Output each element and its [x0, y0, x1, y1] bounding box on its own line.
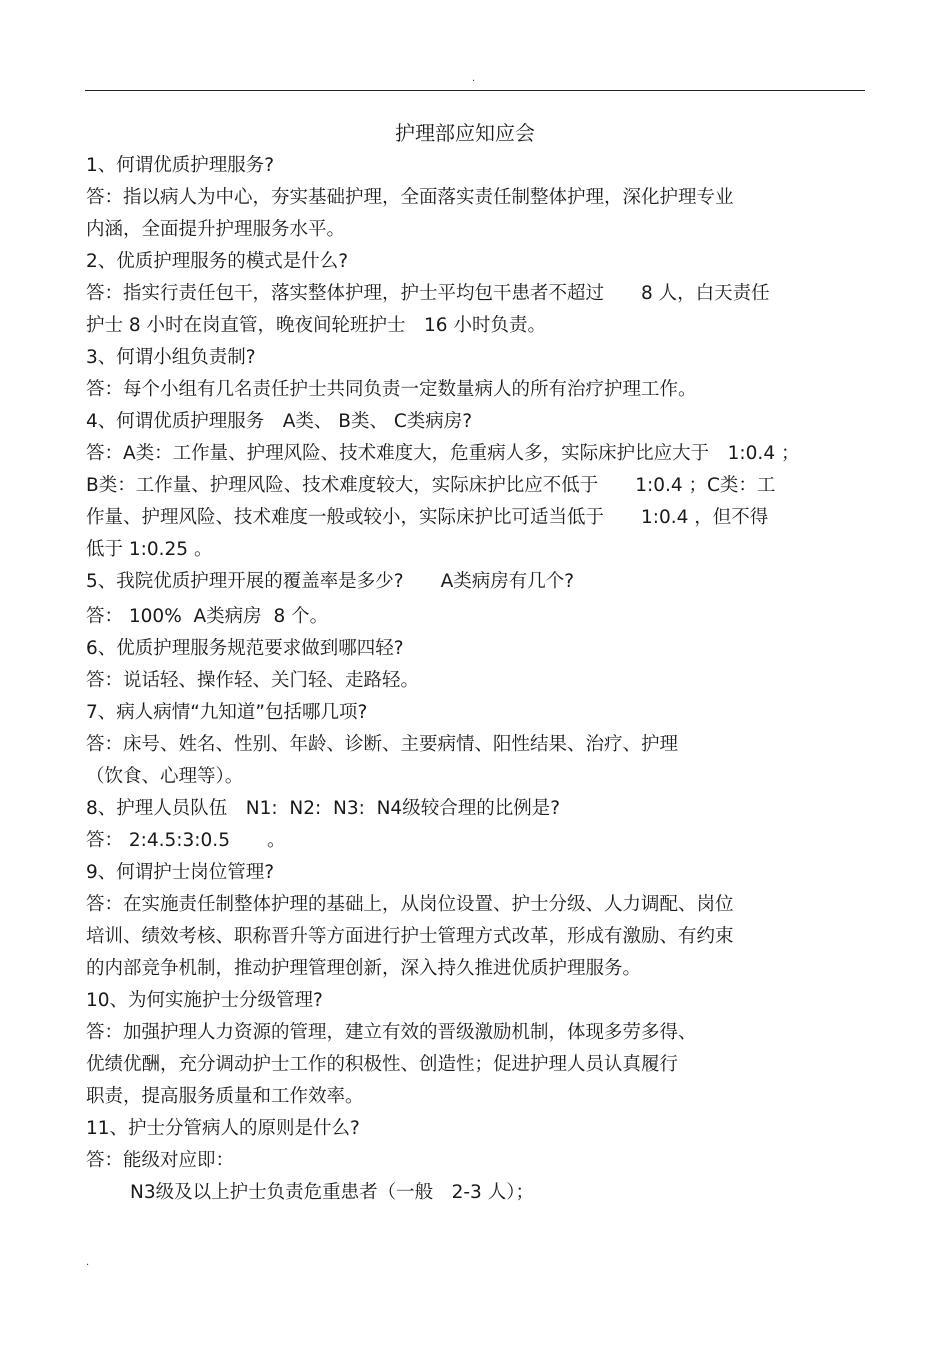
answer-9-line-3: 的内部竞争机制，推动护理管理创新，深入持久推进优质护理服务。	[86, 958, 642, 979]
answer-3: 答：每个小组有几名责任护士共同负责一定数量病人的所有治疗护理工作。	[86, 379, 697, 400]
answer-4-line-3: 作量、护理风险、技术难度一般或较小，实际床护比可适当低于 1:0.4 ，但不得	[86, 507, 769, 528]
answer-4-line-4: 低于 1:0.25 。	[86, 539, 213, 560]
question-5: 5、我院优质护理开展的覆盖率是多少? A类病房有几个?	[86, 571, 575, 592]
answer-10-line-3: 职责，提高服务质量和工作效率。	[86, 1086, 364, 1107]
answer-11-line-1: 答：能级对应即：	[86, 1150, 235, 1171]
answer-2-line-1: 答：指实行责任包干，落实整体护理，护士平均包干患者不超过 8 人，白天责任	[86, 283, 770, 304]
answer-10-line-2: 优绩优酬，充分调动护士工作的积极性、创造性；促进护理人员认真履行	[86, 1054, 679, 1075]
answer-1-line-2: 内涵，全面提升护理服务水平。	[86, 219, 346, 240]
question-2: 2、优质护理服务的模式是什么?	[86, 251, 349, 272]
question-9: 9、何谓护士岗位管理?	[86, 862, 275, 883]
answer-2-line-2: 护士 8 小时在岗直管，晚夜间轮班护士 16 小时负责。	[86, 315, 546, 336]
footer-dot: .	[86, 1257, 90, 1268]
answer-10-line-1: 答：加强护理人力资源的管理，建立有效的晋级激励机制，体现多劳多得、	[86, 1022, 697, 1043]
header-rule	[85, 90, 865, 91]
question-11: 11、护士分管病人的原则是什么?	[86, 1118, 360, 1139]
question-7: 7、病人病情“九知道”包括哪几项?	[86, 702, 368, 723]
answer-9-line-1: 答：在实施责任制整体护理的基础上，从岗位设置、护士分级、人力调配、岗位	[86, 894, 734, 915]
answer-4-line-1: 答：A类：工作量、护理风险、技术难度大，危重病人多，实际床护比应大于 1:0.4 ；	[86, 443, 800, 464]
question-4: 4、何谓优质护理服务 A类、 B类、 C类病房?	[86, 411, 473, 432]
answer-6: 答：说话轻、操作轻、关门轻、走路轻。	[86, 670, 420, 691]
question-3: 3、何谓小组负责制?	[86, 347, 256, 368]
answer-9-line-2: 培训、绩效考核、职称晋升等方面进行护士管理方式改革，形成有激励、有约束	[86, 926, 734, 947]
header-dot: .	[472, 73, 476, 84]
answer-11-line-2: N3级及以上护士负责危重患者（一般 2-3 人）；	[130, 1182, 534, 1203]
document-body	[86, 150, 876, 1209]
answer-4-line-2: B类：工作量、护理风险、技术难度较大，实际床护比应不低于 1:0.4 ；C类：工	[86, 475, 776, 496]
answer-5: 答： 100% A类病房 8 个。	[86, 606, 329, 627]
answer-7-line-1: 答：床号、姓名、性别、年龄、诊断、主要病情、阳性结果、治疗、护理	[86, 734, 679, 755]
question-1: 1、何谓优质护理服务?	[86, 155, 275, 176]
question-6: 6、优质护理服务规范要求做到哪四轻?	[86, 638, 404, 659]
answer-1-line-1: 答：指以病人为中心，夯实基础护理，全面落实责任制整体护理，深化护理专业	[86, 187, 734, 208]
page-title: 护理部应知应会	[395, 121, 535, 145]
question-8: 8、护理人员队伍 N1: N2: N3: N4级较合理的比例是?	[86, 798, 561, 819]
answer-7-line-2: （饮食、心理等）。	[86, 766, 244, 787]
answer-8: 答： 2:4.5:3:0.5 。	[86, 830, 286, 851]
question-10: 10、为何实施护士分级管理?	[86, 990, 323, 1011]
